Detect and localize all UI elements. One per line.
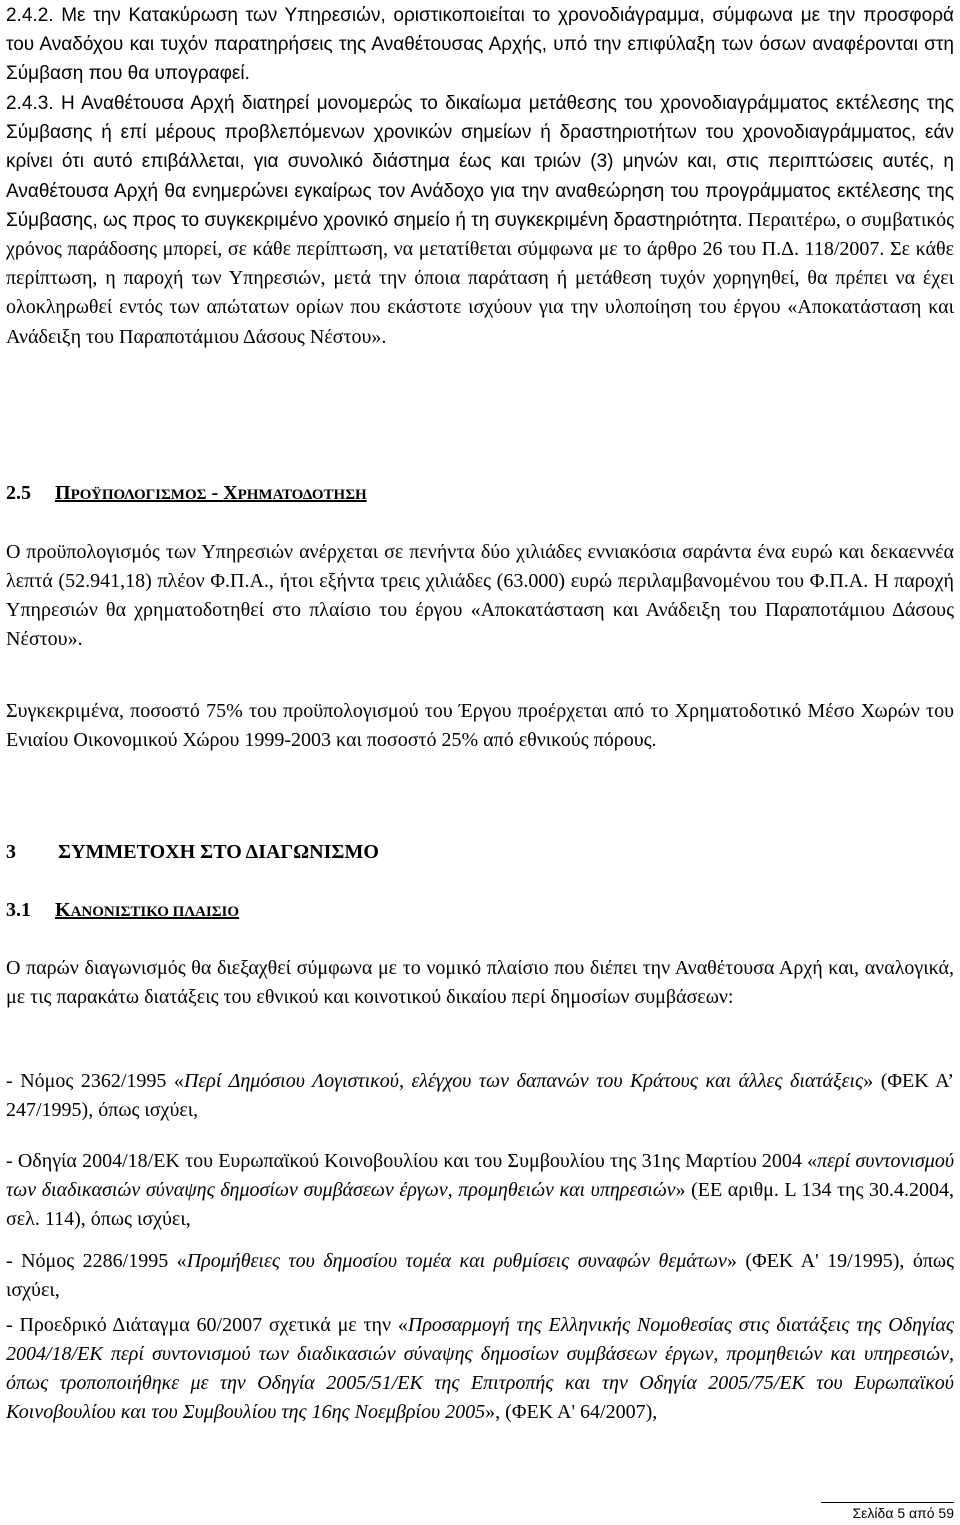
section-3-title: ΣΥΜΜΕΤΟΧΗ ΣΤΟ ΔΙΑΓΩΝΙΣΜΟ: [58, 841, 379, 863]
law-item-4: - Προεδρικό Διάταγμα 60/2007 σχετικά με την «Προσαρμογή της Ελληνικής Νομοθεσίας στις διατάξεις της Οδηγίας 2004/18/ΕΚ περί συντονισμού των διαδικασιών σύναψης δημοσίων συμβάσεων έργων, προμηθειών και υπηρεσιών, όπως τροποποιήθηκε με την Οδηγία 2005/51/ΕΚ της Επιτροπής και την Οδηγία 2005/75/ΕΚ του Ευρωπαϊκού Κοινοβουλίου και του Συμβουλίου της 16ης Νοεμβρίου 2005», (ΦΕΚ Α' 64/2007),: [6, 1314, 955, 1423]
paragraph-2-4-3: [6, 89, 954, 352]
section-3-1-heading: [6, 896, 239, 927]
law-item-1: - Νόμος 2362/1995 «Περί Δημόσιου Λογιστικού, ελέγχου των δαπανών του Κράτους και άλλες διατάξεις» (ΦΕΚ Α’ 247/1995), όπως ισχύει,: [6, 1070, 954, 1121]
budget-paragraph: Ο προϋπολογισμός των Υπηρεσιών ανέρχεται σε πενήντα δύο χιλιάδες εννιακόσια σαράντα ένα ευρώ και δεκαεννέα λεπτά (52.941,18) πλέον Φ.Π.Α., ήτοι εξήντα τρεις χιλιάδες (63.000) ευρώ περιλαμβανομένου του Φ.Π.Α. Η παροχή Υπηρεσιών θα χρηματοδοτηθεί στο πλαίσιο του έργου «Αποκατάσταση και Ανάδειξη του Παραποτάμιου Δάσους Νέστου».: [6, 541, 954, 650]
footer-divider: [821, 1502, 954, 1503]
law-item-2: - Οδηγία 2004/18/ΕΚ του Ευρωπαϊκού Κοινοβουλίου και του Συμβουλίου της 31ης Μαρτίου 2004 «περί συντονισμού των διαδικασιών σύναψης δημοσίων συμβάσεων έργων, προμηθειών και υπηρεσιών» (ΕΕ αριθμ. L 134 της 30.4.2004, σελ. 114), όπως ισχύει,: [6, 1150, 954, 1230]
funding-paragraph: Συγκεκριμένα, ποσοστό 75% του προϋπολογισμού του Έργου προέρχεται από το Χρηματοδοτικό Μέσο Χωρών του Ενιαίου Οικονομικού Χώρου 1999-2003 και ποσοστό 25% από εθνικούς πόρους.: [6, 700, 954, 751]
section-3-number: 3: [6, 841, 16, 863]
paragraph-2-4-3-part2: Περαιτέρω, ο συμβατικός χρόνος παράδοσης μπορεί, σε κάθε περίπτωση, να μετατίθεται σύμφωνα με το άρθρο 26 του Π.Δ. 118/2007. Σε κάθε περίπτωση, η παροχή των Υπηρεσιών, μετά την όποια παράταση ή μετάθεση τυχόν χορηγηθεί, θα πρέπει να έχει ολοκληρωθεί εντός των απώτατων ορίων που εκάστοτε ισχύουν για την υλοποίηση του έργου «Αποκατάσταση και Ανάδειξη του Παραποτάμιου Δάσους Νέστου».: [6, 208, 954, 348]
section-3-1-title: ΚΑΝΟΝΙΣΤΙΚΟ ΠΛΑΙΣΙΟ: [55, 899, 240, 921]
law-item-3: - Νόμος 2286/1995 «Προμήθειες του δημοσίου τομέα και ρυθμίσεις συναφών θεμάτων» (ΦΕΚ Α' 19/1995), όπως ισχύει,: [6, 1250, 955, 1301]
section-2-5-title: ΠΡΟΫΠΟΛΟΓΙΣΜΟΣ - ΧΡΗΜΑΤΟΔΟΤΗΣΗ: [55, 482, 367, 504]
paragraph-2-4-3-part1: 2.4.3. Η Αναθέτουσα Αρχή διατηρεί μονομερώς το δικαίωμα μετάθεσης του χρονοδιαγράμματος εκτέλεσης της Σύμβασης ή επί μέρους προβλεπόμενων χρονικών σημείων ή δραστηριοτήτων του χρονοδιαγράμματος, εάν κρίνει ότι αυτό επιβάλλεται, για συνολικό διάστημα έως και τριών (3) μηνών και, στις περιπτώσεις αυτές, η Αναθέτουσα Αρχή θα ενημερώνει εγκαίρως τον Ανάδοχο για την αναθεώρηση του προγράμματος εκτέλεσης της Σύμβασης, ως προς το συγκεκριμένο χρονικό σημείο ή τη συγκεκριμένη δραστηριότητα.: [6, 93, 954, 231]
section-2-5-number: 2.5: [6, 482, 31, 504]
legal-framework-intro: Ο παρών διαγωνισμός θα διεξαχθεί σύμφωνα με το νομικό πλαίσιο που διέπει την Αναθέτουσα Αρχή και, αναλογικά, με τις παρακάτω διατάξεις του εθνικού και κοινοτικού δικαίου περί δημοσίων συμβάσεων:: [6, 957, 954, 1008]
section-3-1-number: 3.1: [6, 899, 31, 921]
page-number: Σελίδα 5 από 59: [852, 1505, 954, 1521]
paragraph-2-4-2: 2.4.2. Με την Κατακύρωση των Υπηρεσιών, οριστικοποιείται το χρονοδιάγραμμα, σύμφωνα με την προσφορά του Αναδόχου και τυχόν παρατηρήσεις της Αναθέτουσας Αρχής, υπό την επιφύλαξη των όσων αναφέρονται στη Σύμβαση που θα υπογραφεί.: [6, 5, 954, 85]
section-2-5-heading: [6, 479, 367, 510]
section-3-heading: [6, 838, 379, 867]
